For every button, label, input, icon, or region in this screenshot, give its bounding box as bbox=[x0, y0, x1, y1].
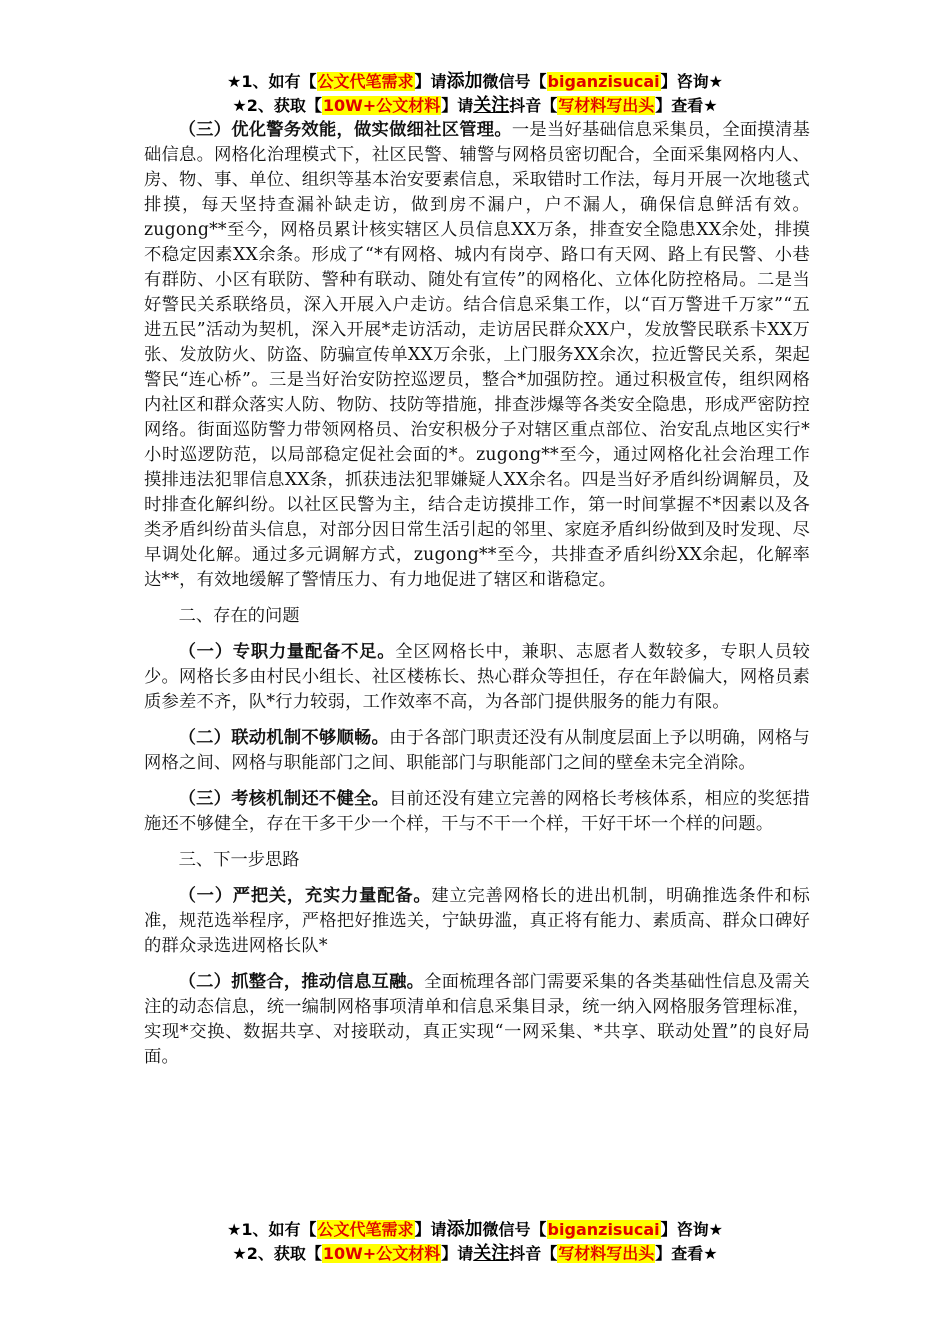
banner-text: ★1、如有【 bbox=[227, 1220, 317, 1239]
paragraph-integration bbox=[144, 970, 810, 1070]
banner-highlight-wechat-id: biganzisucai bbox=[547, 72, 660, 91]
paragraph-body: 全面梳理各部门需要采集的各类基础性信息及需关注的动态信息，统一编制网格事项清单和信息采集目录，统一纳入网格服务管理标准，实现*交换、数据共享、对接联动，真正实现“一网采集、*共享、联动处置”的良好局面。 bbox=[144, 972, 810, 1067]
banner-text: 】请 bbox=[441, 1244, 474, 1263]
section-heading-problems: 二、存在的问题 bbox=[178, 606, 300, 626]
paragraph-linkage bbox=[144, 726, 810, 776]
banner-text: ★1、如有【 bbox=[227, 72, 317, 91]
paragraph-body: 建立完善网格长的进出机制，明确推选条件和标准，规范选举程序，严格把好推选关，宁缺毋滥，真正将有能力、素质高、群众口碑好的群众录选进网格长队* bbox=[144, 886, 810, 956]
paragraph-community-management bbox=[144, 118, 810, 593]
banner-text: 】查看★ bbox=[655, 1244, 718, 1263]
promo-banner-top-line2 bbox=[0, 94, 950, 118]
paragraph-body: 全区网格长中，兼职、志愿者人数较多，专职人员较少。网格长多由村民小组长、社区楼栋长、热心群众等担任，存在年龄偏大，网格员素质参差不齐，队*行力较弱，工作效率不高，为各部门提供服务的能力有限。 bbox=[144, 642, 810, 712]
paragraph-lead: （三）考核机制还不健全。 bbox=[178, 789, 390, 809]
banner-text: 】请 bbox=[414, 1220, 447, 1239]
banner-text: 抖音【 bbox=[509, 1244, 558, 1263]
paragraph-lead: （二）抓整合，推动信息互融。 bbox=[178, 972, 425, 992]
banner-highlight-douyin: 写材料写出头 bbox=[558, 1244, 655, 1263]
paragraph-lead: （二）联动机制不够顺畅。 bbox=[178, 728, 390, 748]
paragraph-body: 目前还没有建立完善的网格长考核体系，相应的奖惩措施还不够健全，存在干多干少一个样，干与不干一个样，干好干坏一个样的问题。 bbox=[144, 789, 810, 834]
banner-highlight-douyin: 写材料写出头 bbox=[558, 96, 655, 115]
banner-text: 】咨询★ bbox=[660, 1220, 723, 1239]
banner-highlight: 10W+公文材料 bbox=[322, 96, 441, 115]
banner-text: 微信号【 bbox=[482, 72, 547, 91]
banner-text: 抖音【 bbox=[509, 96, 558, 115]
paragraph-staffing bbox=[144, 640, 810, 715]
banner-text: 】查看★ bbox=[655, 96, 718, 115]
paragraph-lead: （三）优化警务效能，做实做细社区管理。 bbox=[178, 120, 512, 140]
banner-emphasis: 添加 bbox=[446, 71, 483, 92]
paragraph-lead: （一）专职力量配备不足。 bbox=[178, 642, 396, 662]
banner-text: 】请 bbox=[441, 96, 474, 115]
paragraph-selection bbox=[144, 884, 810, 959]
banner-emphasis: 关注 bbox=[473, 1243, 510, 1264]
promo-banner-bottom-line2 bbox=[0, 1242, 950, 1266]
banner-text: 】咨询★ bbox=[660, 72, 723, 91]
banner-emphasis: 添加 bbox=[446, 1219, 483, 1240]
banner-text: 微信号【 bbox=[482, 1220, 547, 1239]
promo-banner-top-line1 bbox=[0, 70, 950, 94]
banner-text: ★2、获取【 bbox=[232, 96, 322, 115]
banner-highlight: 10W+公文材料 bbox=[322, 1244, 441, 1263]
banner-highlight: 公文代笔需求 bbox=[317, 72, 414, 91]
document-body bbox=[144, 118, 810, 1070]
paragraph-assessment bbox=[144, 787, 810, 837]
paragraph-body: 由于各部门职责还没有从制度层面上予以明确，网格与网格之间、网格与职能部门之间、职能部门与职能部门之间的壁垒未完全消除。 bbox=[144, 728, 810, 773]
banner-highlight-wechat-id: biganzisucai bbox=[547, 1220, 660, 1239]
paragraph-body: 一是当好基础信息采集员，全面摸清基础信息。网格化治理模式下，社区民警、辅警与网格员密切配合，全面采集网格内人、房、物、事、单位、组织等基本治安要素信息，采取错时工作法，每月开展一次地毯式排摸，每天坚持查漏补缺走访，做到房不漏户，户不漏人，确保信息鲜活有效。zugong**至今，网格员累计核实辖区人员信息XX万条，排查安全隐患XX余处，排摸不稳定因素XX余条。形成了“*有网格、城内有岗亭、路口有天网、路上有民警、小巷有群防、小区有联防、警种有联动、随处有宣传”的网格化、立体化防控格局。二是当好警民关系联络员，深入开展入户走访。结合信息采集工作，以“百万警进千万家”“五进五民”活动为契机，深入开展*走访活动，走访居民群众XX户，发放警民联系卡XX万张、发放防火、防盗、防骗宣传单XX万余张，上门服务XX余次，拉近警民关系，架起警民“连心桥”。三是当好治安防控巡逻员，整合*加强防控。通过积极宣传，组织网格内社区和群众落实人防、物防、技防等措施，排查涉爆等各类安全隐患，形成严密防控网络。街面巡防警力带领网格员、治安积极分子对辖区重点部位、治安乱点地区实行*小时巡逻防范，以局部稳定促社会面的*。zugong**至今，通过网格化社会治理工作摸排违法犯罪信息XX条，抓获违法犯罪嫌疑人XX余名。四是当好矛盾纠纷调解员，及时排查化解纠纷。以社区民警为主，结合走访摸排工作，第一时间掌握不*因素以及各类矛盾纠纷苗头信息，对部分因日常生活引起的邻里、家庭矛盾纠纷做到及时发现、尽早调处化解。通过多元调解方式，zugong**至今，共排查矛盾纠纷XX余起，化解率达**，有效地缓解了警情压力、有力地促进了辖区和谐稳定。 bbox=[144, 120, 810, 590]
banner-text: ★2、获取【 bbox=[232, 1244, 322, 1263]
banner-highlight: 公文代笔需求 bbox=[317, 1220, 414, 1239]
paragraph-lead: （一）严把关，充实力量配备。 bbox=[178, 886, 432, 906]
banner-emphasis: 关注 bbox=[473, 95, 510, 116]
banner-text: 】请 bbox=[414, 72, 447, 91]
section-heading-next-steps: 三、下一步思路 bbox=[178, 850, 300, 870]
promo-banner-bottom-line1 bbox=[0, 1218, 950, 1242]
